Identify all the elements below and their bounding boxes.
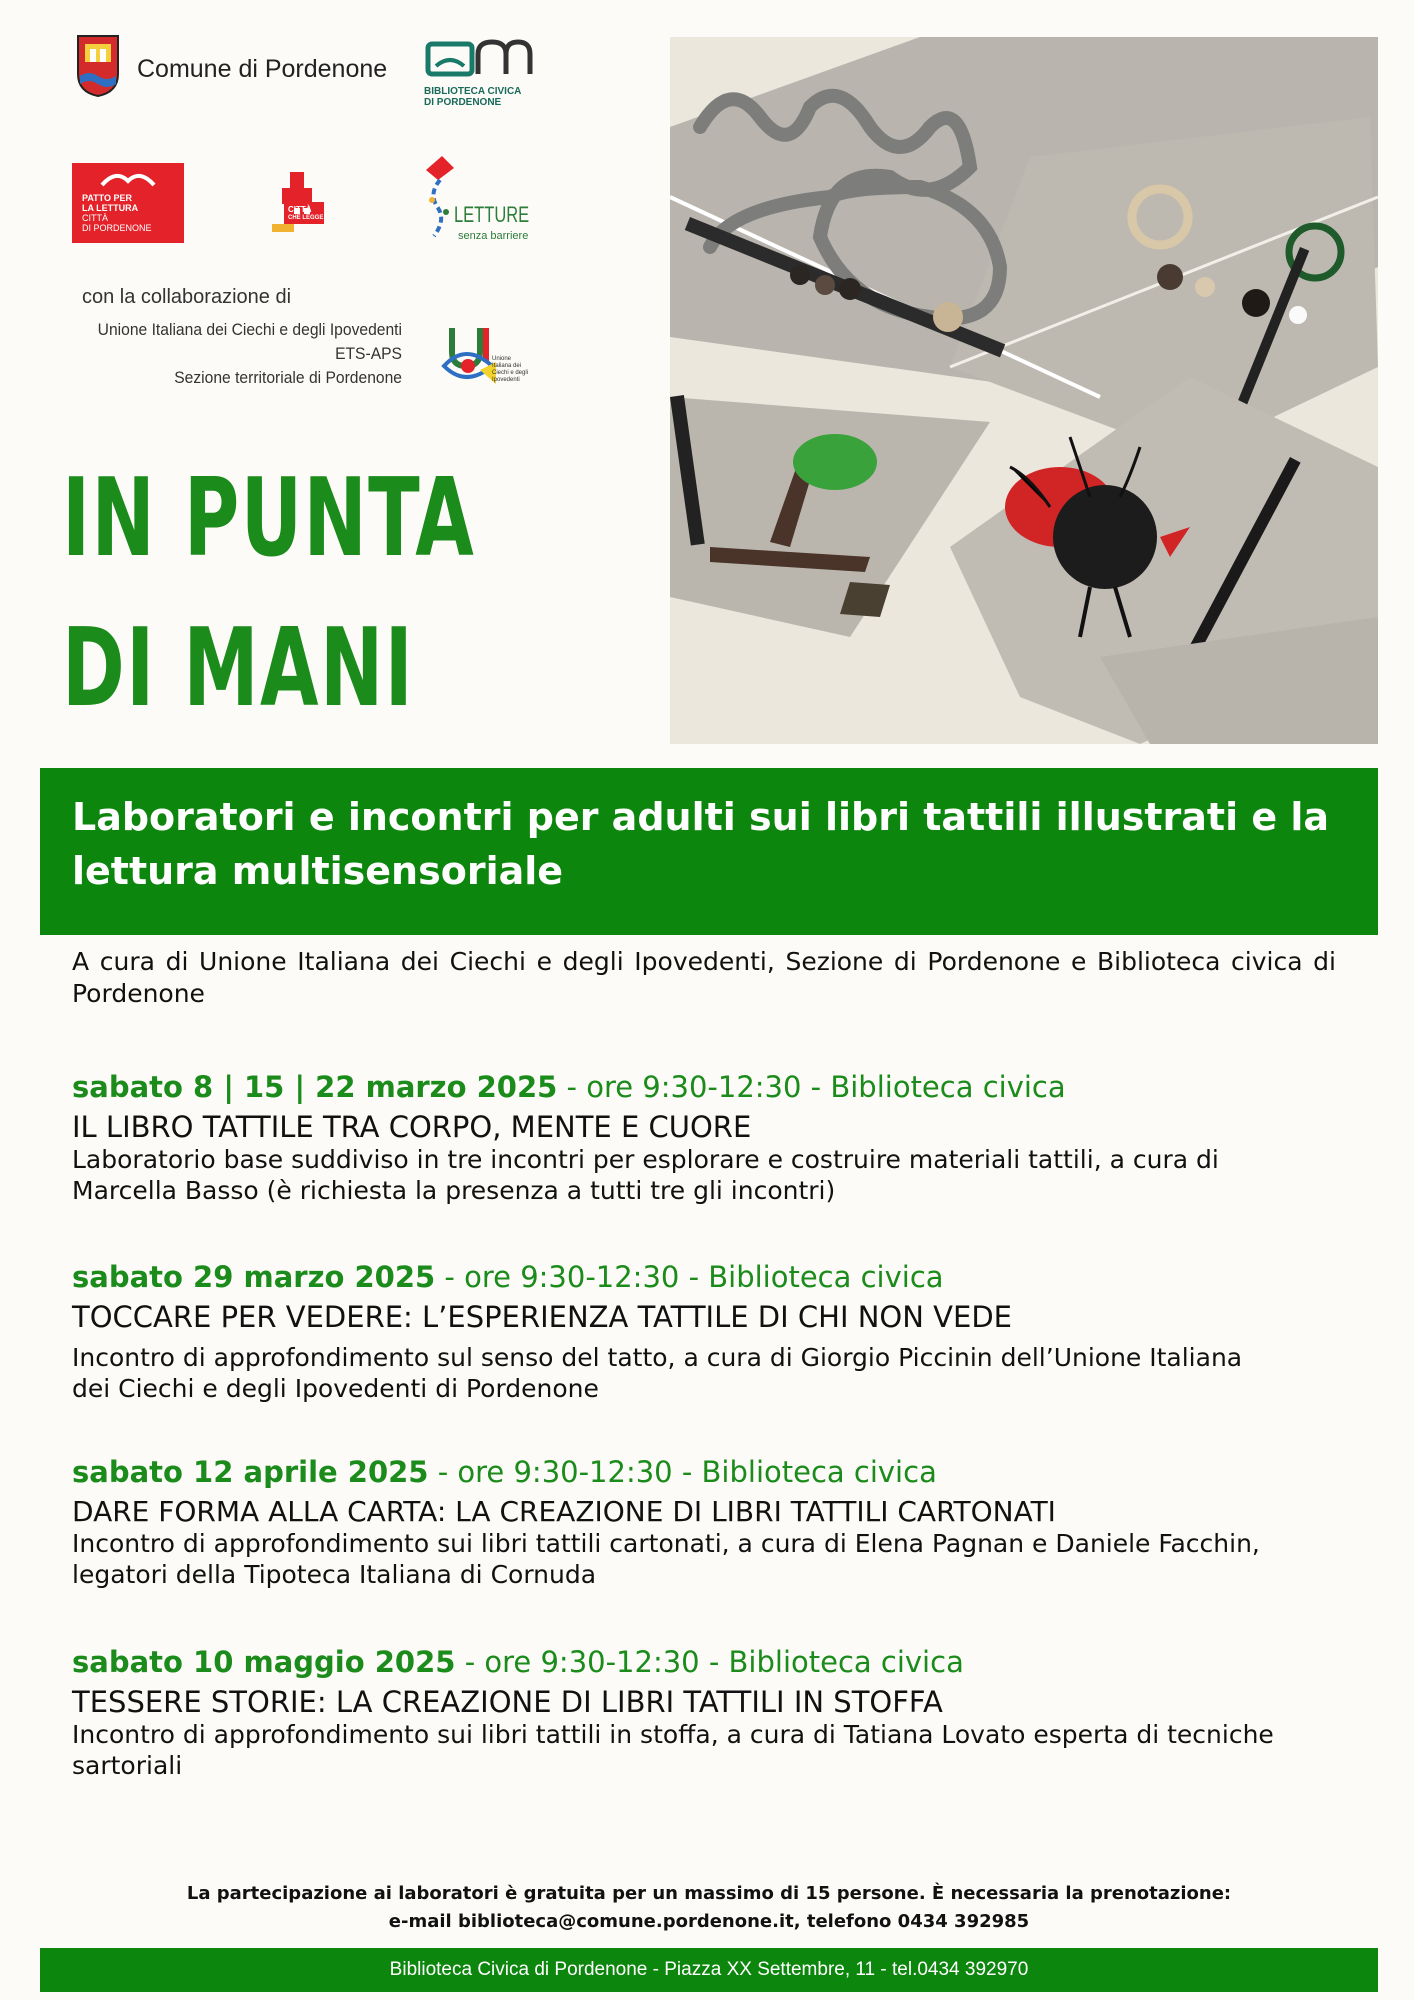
comune-name: Comune di Pordenone xyxy=(137,54,388,83)
main-title-line-1: IN PUNTA xyxy=(62,456,476,581)
event-description: Incontro di approfondimento sui libri tattili cartonati, a cura di Elena Pagnan e Daniele Facchin, legatori della Tipoteca Italiana di Cornuda xyxy=(72,1529,1260,1589)
biblioteca-logo xyxy=(424,36,539,108)
biblioteca-label-1: BIBLIOTECA CIVICA xyxy=(424,86,522,97)
collaboration-line-1: Unione Italiana dei Ciechi e degli Ipovedenti xyxy=(97,320,402,339)
collaboration-block xyxy=(97,318,402,390)
subtitle: Laboratori e incontri per adulti sui libri tattili illustrati e la lettura multisensoriale xyxy=(72,795,1330,893)
patto-line-2: LA LETTURA xyxy=(82,203,139,213)
uici-logo xyxy=(440,322,536,400)
event-title: DARE FORMA ALLA CARTA: LA CREAZIONE DI LIBRI TATTILI CARTONATI xyxy=(72,1495,1056,1528)
patto-line-1: PATTO PER xyxy=(82,193,133,203)
patto-line-3: CITTÀ xyxy=(82,213,108,223)
footer-band xyxy=(40,1948,1378,1992)
event-4 xyxy=(72,1645,1362,1781)
patto-line-4: DI PORDENONE xyxy=(82,223,152,233)
event-date: sabato 10 maggio 2025 - ore 9:30-12:30 - Biblioteca civica xyxy=(72,1645,964,1679)
letture-title: LETTURE xyxy=(454,202,530,227)
event-2 xyxy=(72,1260,1362,1404)
collaboration-line-2: ETS-APS xyxy=(335,344,402,363)
citta-line-1: CITTÀ xyxy=(288,205,312,214)
main-title-line-2: DI MANI xyxy=(62,606,415,731)
event-date: sabato 8 | 15 | 22 marzo 2025 - ore 9:30-12:30 - Biblioteca civica xyxy=(72,1070,1066,1104)
event-date: sabato 12 aprile 2025 - ore 9:30-12:30 - Biblioteca civica xyxy=(72,1455,937,1489)
collaboration-line-3: Sezione territoriale di Pordenone xyxy=(174,368,402,387)
patto-lettura-logo xyxy=(72,163,184,243)
event-1 xyxy=(72,1070,1362,1206)
tactile-books-photo xyxy=(670,37,1378,744)
event-date: sabato 29 marzo 2025 - ore 9:30-12:30 - Biblioteca civica xyxy=(72,1260,944,1294)
event-title: IL LIBRO TATTILE TRA CORPO, MENTE E CUORE xyxy=(72,1110,752,1144)
letture-senza-barriere-logo xyxy=(420,150,545,250)
letture-book-icon xyxy=(420,150,460,250)
event-description: Incontro di approfondimento sui libri tattili in stoffa, a cura di Tatiana Lovato esperta di tecniche sartoriali xyxy=(72,1720,1274,1780)
biblioteca-label-2: DI PORDENONE xyxy=(424,97,502,108)
event-title: TESSERE STORIE: LA CREAZIONE DI LIBRI TATTILI IN STOFFA xyxy=(72,1685,943,1719)
citta-line-2: CHE LEGGE xyxy=(288,215,324,221)
intro-text: A cura di Unione Italiana dei Ciechi e degli Ipovedenti, Sezione di Pordenone e Biblioteca civica di Pordenone xyxy=(72,947,1336,1008)
comune-crest-icon xyxy=(75,32,121,98)
event-description: Incontro di approfondimento sul senso del tatto, a cura di Giorgio Piccinin dell’Unione Italiana dei Ciechi e degli Ipovedenti di Pordenone xyxy=(72,1343,1243,1403)
subtitle-band xyxy=(40,768,1378,935)
uici-label-2: Italiana dei xyxy=(492,363,522,369)
event-title: TOCCARE PER VEDERE: L’ESPERIENZA TATTILE DI CHI NON VEDE xyxy=(72,1300,1012,1334)
citta-tower-icon xyxy=(268,168,332,240)
citta-che-legge-logo xyxy=(268,168,332,240)
uici-eye-icon xyxy=(440,322,500,392)
biblioteca-book-icon xyxy=(424,36,536,82)
event-3 xyxy=(72,1455,1362,1590)
registration-line-1: La partecipazione ai laboratori è gratuita per un massimo di 15 persone. È necessaria la prenotazione: xyxy=(186,1883,1232,1904)
open-book-icon xyxy=(72,163,184,193)
letture-subtitle: senza barriere xyxy=(458,230,529,242)
uici-label-4: Ipovedenti xyxy=(492,377,520,383)
footer-address: Biblioteca Civica di Pordenone - Piazza XX Settembre, 11 - tel.0434 392970 xyxy=(389,1959,1029,1980)
registration-note xyxy=(40,1880,1378,1936)
registration-contact: e-mail biblioteca@comune.pordenone.it, telefono 0434 392985 xyxy=(388,1911,1030,1932)
comune-logo xyxy=(75,32,387,98)
event-description: Laboratorio base suddiviso in tre incontri per esplorare e costruire materiali tattili, a cura di Marcella Basso (è richiesta la presenza a tutti tre gli incontri) xyxy=(72,1145,1219,1205)
uici-label-1: Unione xyxy=(492,356,512,362)
collaboration-intro: con la collaborazione di xyxy=(82,286,292,308)
uici-label-3: Ciechi e degli xyxy=(492,370,529,376)
